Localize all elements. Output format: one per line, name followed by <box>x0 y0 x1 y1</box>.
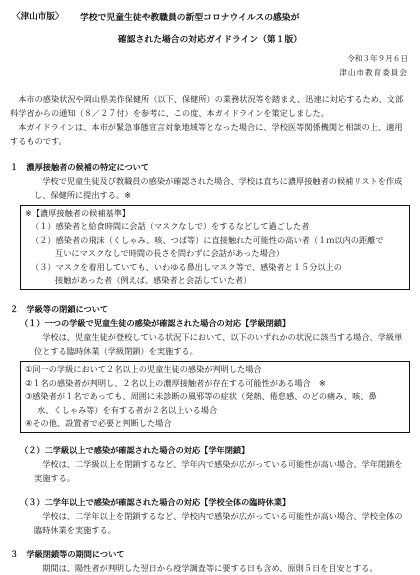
intro-paragraph: 本市の感染状況や岡山県美作保健所（以下、保健所）の業務状況等を踏まえ、迅速に対応するため、文部科学省からの通知（８／２７付）を参考に、この度、本ガイドラインを策定しました。 <box>10 94 404 118</box>
intro-paragraph: 本ガイドラインは、本市が緊急事態宣言対象地域等となった場合に、学校医等関係機関と相談の上、適用するものです。 <box>10 122 403 146</box>
section-title: １ 濃厚接触者の候補の特定について <box>10 162 150 172</box>
condition-item: ③感染者が１名であっても、周囲に未診断の風邪等の症状（発熱、倦怠感、のどの痛み、咳、鼻 <box>25 391 377 402</box>
condition-item-continued: 水、くしゃみ等）を有する者が２名以上いる場合 <box>37 404 218 415</box>
criteria-item: （１）感染者と給食時間に会話（マスクなしで）をするなどして過ごした者 <box>31 221 310 232</box>
criteria-item: （２）感染者の飛沫（くしゃみ、咳、つば等）に直接触れた可能性の高い者（１ｍ以内の距離で <box>31 234 384 245</box>
subsection-body: 学校は、児童生徒が登校している状況下において、以下のいずれかの状況に該当する場合、学級単位とする臨時休業（学級閉鎖）を実施する。 <box>34 332 403 357</box>
document-title-line1: 学校で児童生徒や教職員の新型コロナウイルスの感染が <box>80 13 300 23</box>
subsection-title: （１）一つの学級で児童生徒の感染が確認された場合の対応【学級閉鎖】 <box>20 318 291 329</box>
condition-item: ②１名の感染者が判明し、２名以上の濃厚接触者が存在する可能性がある場合 ※ <box>25 377 326 388</box>
section-title: ３ 学級閉鎖等の期間について <box>10 549 125 560</box>
edition-tag: 〈津山市版〉 <box>12 12 64 22</box>
header-row <box>10 8 410 26</box>
section-body: 学校で児童生徒及び教職員の感染が確認された場合、学校は直ちに濃厚接触者の候補リストを作成し、保健所に提出する。※ <box>34 176 403 200</box>
criteria-item: （３）マスクを着用していても、いわゆる鼻出しマスク等で、感染者と１５分以上の <box>31 261 342 272</box>
conditions-box <box>20 361 410 433</box>
section-body: 期間は、陽性者が判明した翌日から疫学調査等に要する日も含め、原則５日を目安とする。 <box>42 563 378 574</box>
section-title: ２ 学級等の閉鎖について <box>10 304 109 315</box>
condition-item: ①同一の学級において２名以上の児童生徒の感染が判明した場合 <box>25 364 262 375</box>
subsection-body: 学校は、二学級以上を閉鎖するなど、学年内で感染が広がっている可能性が高い場合、学年閉鎖を実施する。 <box>34 459 403 484</box>
issue-date: 令和３年９月６日 <box>347 54 408 63</box>
condition-item: ④その他、設置者で必要と判断した場合 <box>25 418 172 429</box>
subsection-title: （２）二学級以上で感染が確認された場合の対応【学年閉鎖】 <box>20 445 250 456</box>
criteria-heading: ※【濃厚接触者の候補基準】 <box>25 208 131 218</box>
criteria-item-continued: 接触があった者（例えば、感染者と会話していた者） <box>55 275 252 286</box>
intro <box>10 92 410 148</box>
criteria-item-continued: 互いにマスクなしで時間の長さを問わずに会話があった場合） <box>55 248 285 259</box>
document-title-line2: 確認された場合の対応ガイドライン（第１版） <box>117 35 303 45</box>
subsection-body: 学校は、二学年以上を閉鎖するなど、学校内で感染が広がっている可能性が高い場合、学校全体の臨時休業を実施する。 <box>34 511 403 536</box>
issuing-organization: 津山市教育委員会 <box>339 68 408 77</box>
criteria-box <box>20 205 410 290</box>
subsection-title: （３）二学年以上で感染が確認された場合の対応【学校全体の臨時休業】 <box>20 497 291 508</box>
